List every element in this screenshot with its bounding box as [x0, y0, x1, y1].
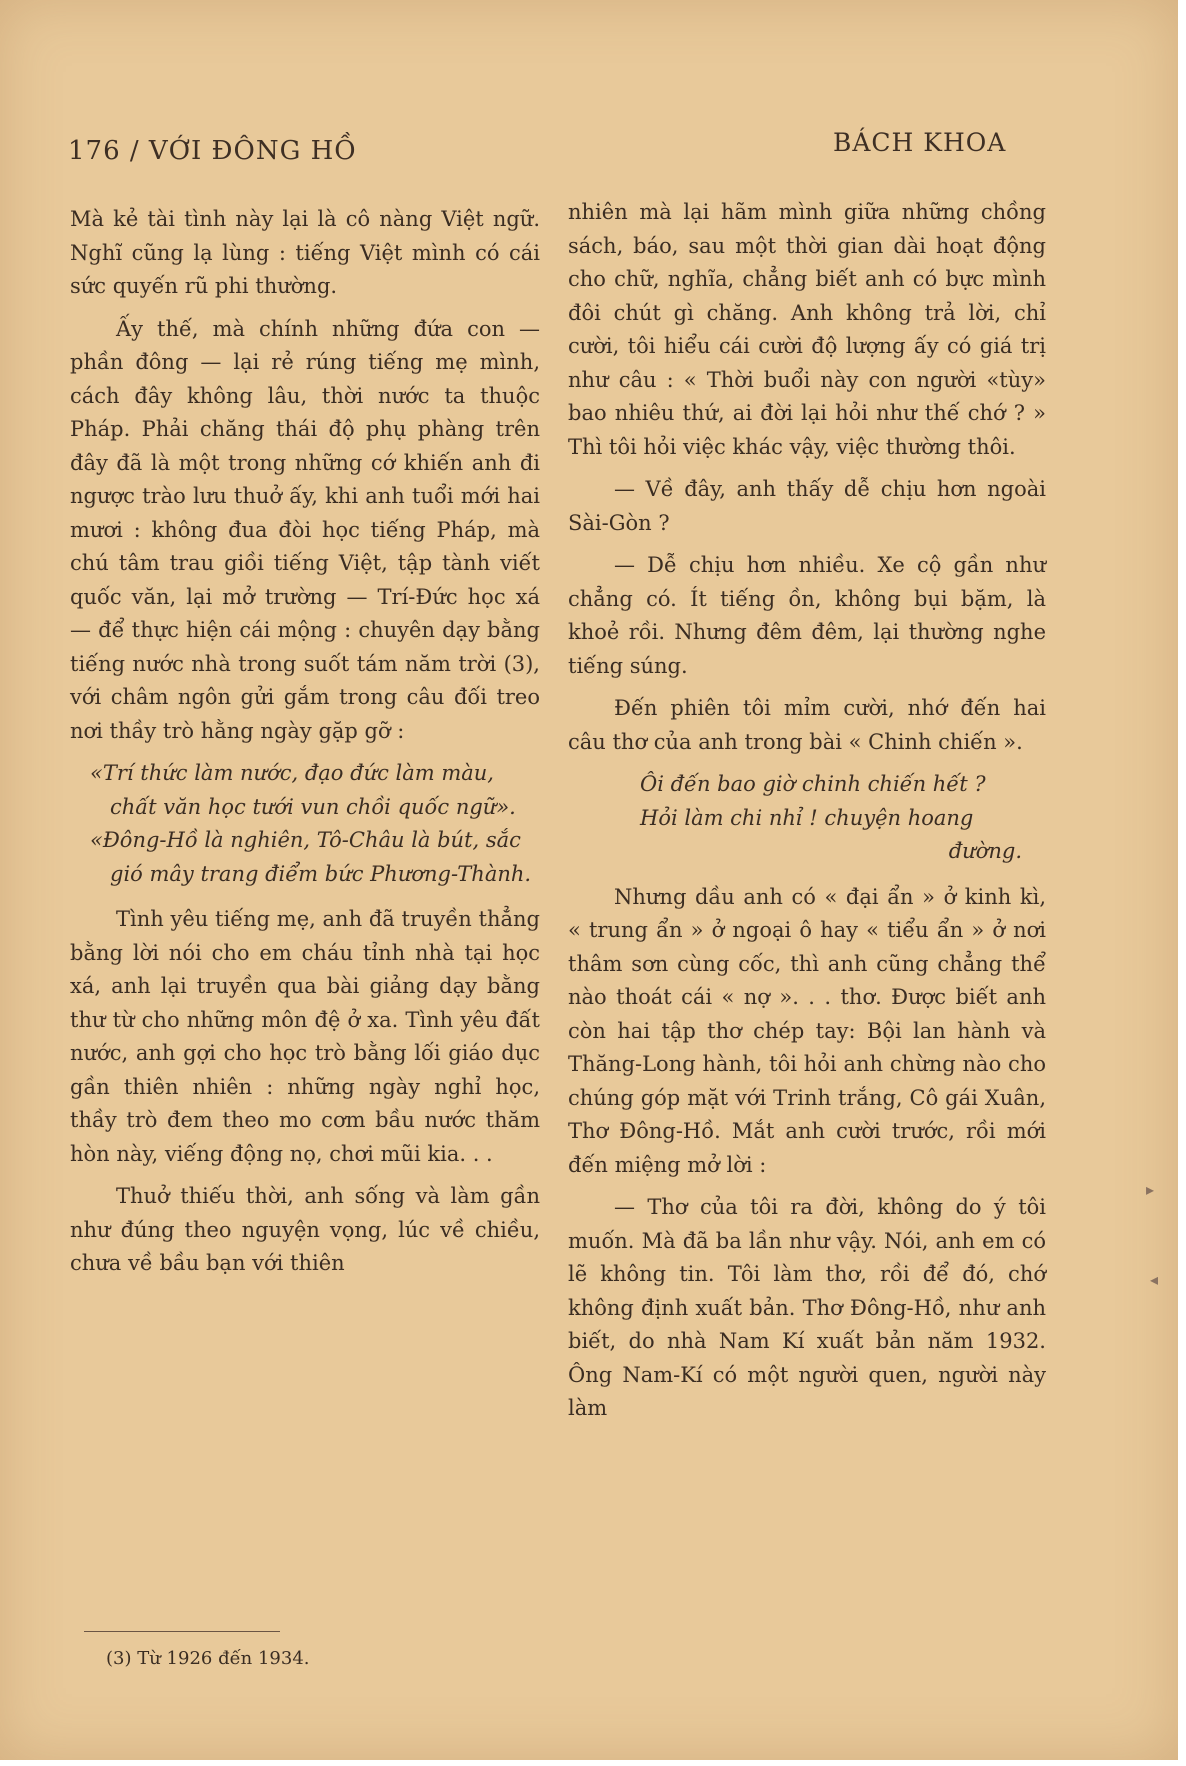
left-paragraph-4: Thuở thiếu thời, anh sống và làm gần như đúng theo nguyện vọng, lúc về chiều, chưa về bầu bạn với thiên	[70, 1184, 540, 1275]
left-paragraph-3: Tình yêu tiếng mẹ, anh đã truyền thẳng bằng lời nói cho em cháu tỉnh nhà tại học xá, anh lại truyền qua bài giảng dạy bằng thư từ cho những môn đệ ở xa. Tình yêu đất nước, anh gợi cho học trò bằng lối giáo dục gần thiên nhiên : những ngày nghỉ học, thầy trò đem theo mo cơm bầu nước thăm hòn này, viếng động nọ, chơi mũi kia. . .	[70, 907, 540, 1166]
left-paragraph-2: Ấy thế, mà chính những đứa con — phần đông — lại rẻ rúng tiếng mẹ mình, cách đây không lâu, thời nước ta thuộc Pháp. Phải chăng thái độ phụ phàng trên đây đã là một trong những cớ khiến anh đi ngược trào lưu thuở ấy, khi anh tuổi mới hai mươi : không đua đòi học tiếng Pháp, mà chú tâm trau giồi tiếng Việt, tập tành viết quốc văn, lại mở trường — Trí-Đức học xá — để thực hiện cái mộng : chuyên dạy bằng tiếng nước nhà trong suốt tám năm trời (3), với châm ngôn gửi gắm trong câu đối treo nơi thầy trò hằng ngày gặp gỡ :	[70, 316, 540, 743]
poem-line-2: Hỏi làm chi nhỉ ! chuyện hoang	[640, 805, 974, 830]
margin-mark: ▸	[1146, 1180, 1155, 1199]
page-header-left: 176 / VỚI ĐÔNG HỒ	[68, 136, 357, 166]
footnote-divider	[84, 1631, 280, 1632]
margin-mark: ◂	[1150, 1270, 1159, 1289]
footnote: (3) Từ 1926 đến 1934.	[106, 1648, 310, 1669]
left-paragraph-1: Mà kẻ tài tình này lại là cô nàng Việt ngữ. Nghĩ cũng lạ lùng : tiếng Việt mình có cái sức quyến rũ phi thường.	[70, 207, 540, 298]
page-header-right: BÁCH KHOA	[833, 128, 1007, 157]
right-column	[568, 196, 1046, 1435]
right-paragraph-4: Đến phiên tôi mỉm cười, nhớ đến hai câu thơ của anh trong bài « Chinh chiến ».	[568, 696, 1046, 754]
right-paragraph-1: nhiên mà lại hãm mình giữa những chồng sách, báo, sau một thời gian dài hoạt động cho chữ, nghĩa, chẳng biết anh có bực mình đôi chút gì chăng. Anh không trả lời, chỉ cười, tôi hiểu cái cười độ lượng ấy có giá trị như câu : « Thời buổi này con người «tùy» bao nhiêu thứ, ai đời lại hỏi như thế chớ ? » Thì tôi hỏi việc khác vậy, việc thường thôi.	[568, 200, 1046, 459]
right-paragraph-5: Nhưng dầu anh có « đại ẩn » ở kinh kì, « trung ẩn » ở ngoại ô hay « tiểu ẩn » ở nơi thâm sơn cùng cốc, thì anh cũng chẳng thể nào thoát cái « nợ ». . . thơ. Được biết anh còn hai tập thơ chép tay: Bội lan hành và Thăng-Long hành, tôi hỏi anh chừng nào cho chúng góp mặt với Trinh trắng, Cô gái Xuân, Thơ Đông-Hồ. Mắt anh cười trước, rồi mới đến miệng mở lời :	[568, 884, 1046, 1177]
right-paragraph-2: — Về đây, anh thấy dễ chịu hơn ngoài Sài-Gòn ?	[568, 477, 1046, 535]
left-column	[70, 203, 540, 1290]
verse-line-1: «Trí thức làm nước, đạo đức làm màu, chất văn học tưới vun chồi quốc ngữ».	[90, 761, 516, 819]
poem-line-2-tail: đường.	[948, 839, 1022, 863]
right-paragraph-3: — Dễ chịu hơn nhiều. Xe cộ gần như chẳng có. Ít tiếng ồn, không bụi bặm, là khoẻ rồi. Nhưng đêm đêm, lại thường nghe tiếng súng.	[568, 553, 1046, 678]
poem-line-1: Ôi đến bao giờ chinh chiến hết ?	[640, 772, 986, 796]
right-paragraph-6: — Thơ của tôi ra đời, không do ý tôi muốn. Mà đã ba lần như vậy. Nói, anh em có lẽ không tin. Tôi làm thơ, rồi để đó, chớ không định xuất bản. Thơ Đông-Hồ, như anh biết, do nhà Nam Kí xuất bản năm 1932. Ông Nam-Kí có một người quen, người này làm	[568, 1195, 1046, 1420]
poem-chinh-chien	[568, 768, 1046, 869]
parallel-verse	[70, 757, 540, 891]
verse-line-2: «Đông-Hồ là nghiên, Tô-Châu là bút, sắc gió mây trang điểm bức Phương-Thành.	[90, 828, 532, 886]
